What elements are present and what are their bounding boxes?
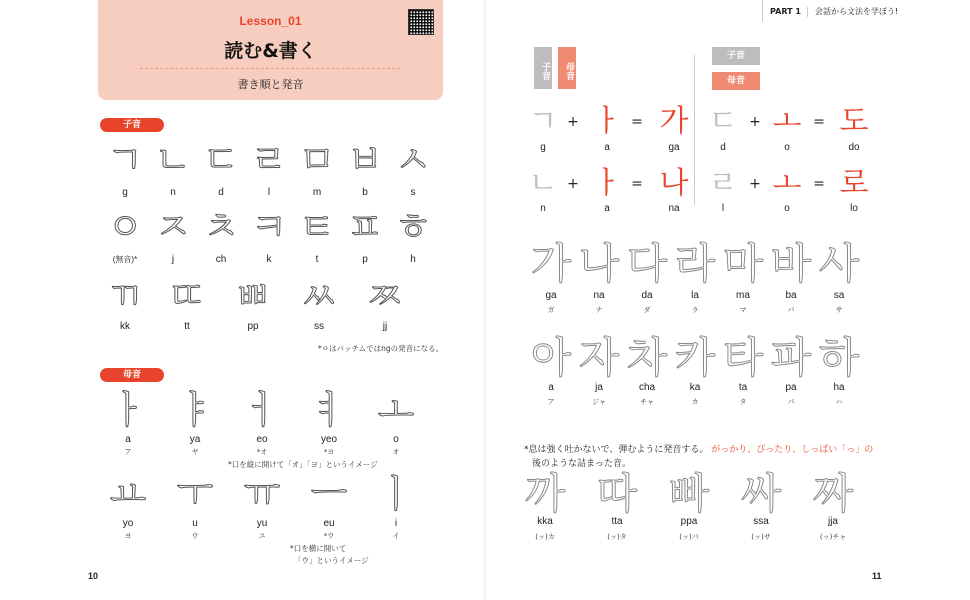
part-divider-left	[762, 0, 763, 22]
part-label: PART 1	[770, 7, 801, 16]
consonant-row-1	[105, 140, 435, 200]
vowel-row-1	[108, 390, 428, 460]
plus-sign: +	[567, 176, 579, 192]
romanization: a	[604, 203, 610, 214]
romanization: yo	[122, 518, 134, 529]
consonant-glyph: ㄱ	[106, 138, 144, 182]
syllable-glyph: 라	[674, 239, 716, 288]
kana-reading: タ	[739, 398, 747, 406]
romanization: d	[218, 187, 224, 198]
consonant-glyph: ㅌ	[298, 205, 336, 249]
kana-reading: ナ	[595, 306, 603, 314]
part-title: 会話から文法を学ぼう!	[815, 7, 899, 16]
combo-consonant: ㄱ	[528, 104, 558, 139]
romanization: g	[540, 142, 546, 153]
equals-sign: =	[631, 176, 643, 192]
syllable-glyph: 타	[722, 333, 764, 382]
romanization: ya	[189, 434, 201, 445]
romanization: jja	[827, 516, 838, 527]
romanization: ppa	[680, 516, 698, 527]
kana-reading: パ	[787, 398, 795, 406]
romanization: na	[593, 290, 605, 301]
romanization: kk	[120, 321, 130, 332]
qr-code-icon[interactable]	[408, 9, 434, 35]
kana-reading: *ウ	[323, 532, 335, 540]
page-title: 読む&書く	[224, 40, 317, 62]
syllable-row-2	[528, 333, 868, 416]
romanization: do	[848, 142, 860, 153]
romanization: ch	[215, 254, 227, 265]
romanization: pa	[785, 382, 797, 393]
consonant-glyph: ㅁ	[298, 138, 336, 182]
lesson-number: Lesson_01	[239, 14, 302, 28]
kana-reading: チャ	[640, 398, 654, 406]
kana-reading: サ	[835, 306, 843, 314]
romanization: n	[170, 187, 176, 198]
romanization: i	[394, 518, 398, 529]
consonant-glyph: ㄴ	[154, 138, 192, 182]
romanization: b	[362, 187, 368, 198]
kana-reading: *ヨ	[323, 448, 335, 456]
romanization: lo	[850, 203, 858, 214]
kana-reading: マ	[739, 306, 747, 314]
equals-sign: =	[813, 114, 825, 130]
vowel-glyph: ㅑ	[176, 388, 214, 432]
vowel-glyph: ㅜ	[176, 472, 214, 516]
part-header	[770, 6, 898, 17]
kana-reading: (ッ)パ	[679, 533, 699, 541]
syllable-glyph: 다	[626, 239, 668, 288]
kana-reading: ユ	[258, 532, 266, 540]
syllable-glyph: 아	[530, 333, 572, 382]
kana-reading: ヨ	[124, 532, 132, 540]
combo-consonant: ㄴ	[528, 166, 558, 201]
romanization: tt	[184, 321, 190, 332]
syllable-glyph: 자	[578, 333, 620, 382]
romanization: eo	[256, 434, 268, 445]
romanization: u	[192, 518, 198, 529]
kana-reading: ア	[124, 448, 132, 456]
equals-sign: =	[631, 114, 643, 130]
romanization: ssa	[753, 516, 769, 527]
vowel-glyph: ㅣ	[377, 472, 415, 516]
consonant-glyph: ㅅ	[394, 138, 432, 182]
consonant-glyph: ㅋ	[250, 205, 288, 249]
vowel-row-2	[108, 474, 428, 544]
double-consonant-glyph: ㅃ	[234, 274, 272, 318]
equals-sign: =	[813, 176, 825, 192]
romanization: ga	[668, 142, 680, 153]
romanization: jj	[382, 321, 388, 332]
consonant-glyph: ㄹ	[250, 138, 288, 182]
kana-reading: バ	[787, 306, 795, 314]
romanization: l	[721, 203, 725, 214]
combo-result: 도	[839, 104, 869, 139]
double-consonant-glyph: ㄸ	[168, 274, 206, 318]
romanization: ka	[689, 382, 701, 393]
romanization: ma	[736, 290, 750, 301]
romanization: pp	[247, 321, 259, 332]
tense-note-c: 後のような詰まった音。	[532, 459, 632, 469]
kana-reading: (ッ)タ	[607, 533, 627, 541]
vowel-glyph: ㅕ	[310, 388, 348, 432]
vowel-note-1: *口を縦に開けて「オ」「ヨ」というイメージ	[228, 460, 378, 469]
vowel-label: 母音	[100, 368, 164, 382]
syllable-glyph: 마	[722, 239, 764, 288]
romanization: (無音)*	[112, 255, 138, 264]
plus-sign: +	[749, 114, 761, 130]
syllable-glyph: 바	[770, 239, 812, 288]
romanization: kka	[537, 516, 553, 527]
consonant-glyph: ㅂ	[346, 138, 384, 182]
double-consonant-glyph: ㅉ	[366, 274, 404, 318]
kana-reading: ア	[547, 398, 555, 406]
romanization: t	[315, 254, 319, 265]
vowel-glyph: ㅛ	[109, 472, 147, 516]
tense-syllable-glyph: 짜	[812, 469, 854, 518]
consonant-note: *ㅇはパッチムではngの発音になる。	[318, 344, 444, 353]
romanization: sa	[833, 290, 845, 301]
syllable-row-1	[528, 239, 868, 322]
tense-syllable-glyph: 빠	[668, 469, 710, 518]
romanization: ja	[595, 382, 603, 393]
vowel-note-2a: *口を横に開いて	[290, 544, 347, 553]
combo-vowel: ㅏ	[592, 104, 622, 139]
combo-divider	[694, 55, 695, 205]
vowel-glyph: ㅠ	[243, 472, 281, 516]
tag-consonant: 子音	[534, 47, 552, 89]
romanization: o	[784, 142, 790, 153]
romanization: m	[312, 187, 322, 198]
consonant-glyph: ㅍ	[346, 205, 384, 249]
romanization: la	[691, 290, 699, 301]
tense-syllable-glyph: 까	[524, 469, 566, 518]
tense-note-a: *息は強く吐かないで、弾むように発音する。	[524, 445, 709, 455]
combo-result: 나	[659, 166, 689, 201]
consonant-row-3	[105, 276, 435, 336]
romanization: a	[548, 382, 554, 393]
kana-reading: ダ	[643, 306, 651, 314]
romanization: j	[171, 254, 175, 265]
romanization: s	[410, 187, 416, 198]
kana-reading: イ	[392, 532, 400, 540]
combo-vowel: ㅗ	[772, 104, 802, 139]
kana-reading: (ッ)カ	[535, 533, 555, 541]
syllable-glyph: 카	[674, 333, 716, 382]
kana-reading: (ッ)チャ	[819, 533, 847, 541]
tense-note-b: がっかり、ぴったり、しっぱい「っ」の	[711, 445, 874, 455]
kana-reading: ハ	[835, 398, 843, 406]
combo-vowel: ㅏ	[592, 166, 622, 201]
syllable-glyph: 사	[818, 239, 860, 288]
consonant-glyph: ㅊ	[202, 205, 240, 249]
vowel-glyph: ㅓ	[243, 388, 281, 432]
romanization: g	[122, 187, 128, 198]
romanization: n	[540, 203, 546, 214]
syllable-glyph: 가	[530, 239, 572, 288]
romanization: ba	[785, 290, 797, 301]
combo-consonant: ㄹ	[708, 166, 738, 201]
kana-reading: オ	[392, 448, 400, 456]
kana-reading: ガ	[547, 306, 555, 314]
consonant-glyph: ㅎ	[394, 205, 432, 249]
vowel-glyph: ㅗ	[377, 388, 415, 432]
romanization: a	[125, 434, 131, 445]
vowel-glyph: ㅏ	[109, 388, 147, 432]
double-consonant-glyph: ㄲ	[106, 274, 144, 318]
tense-syllable-glyph: 싸	[740, 469, 782, 518]
combo-consonant: ㄷ	[708, 104, 738, 139]
romanization: ga	[545, 290, 557, 301]
tense-syllable-glyph: 따	[596, 469, 638, 518]
combo-vowel: ㅗ	[772, 166, 802, 201]
tense-note-line-1	[524, 442, 873, 455]
kana-reading: カ	[691, 398, 699, 406]
consonant-glyph: ㅇ	[106, 205, 144, 249]
consonant-glyph: ㄷ	[202, 138, 240, 182]
consonant-label: 子音	[100, 118, 164, 132]
plus-sign: +	[567, 114, 579, 130]
romanization: tta	[611, 516, 623, 527]
romanization: a	[604, 142, 610, 153]
double-consonant-glyph: ㅆ	[300, 274, 338, 318]
romanization: da	[641, 290, 653, 301]
plus-sign: +	[749, 176, 761, 192]
romanization: p	[362, 254, 368, 265]
vowel-note-2b: 「ウ」というイメージ	[294, 556, 369, 565]
tag-consonant-h: 子音	[712, 47, 760, 65]
combo-result: 로	[839, 166, 869, 201]
kana-reading: ヤ	[191, 448, 199, 456]
romanization: l	[267, 187, 271, 198]
page-subtitle: 書き順と発音	[237, 78, 304, 91]
syllable-row-3	[520, 469, 870, 552]
romanization: eu	[323, 518, 335, 529]
romanization: yeo	[320, 434, 338, 445]
kana-reading: ジャ	[592, 398, 606, 406]
romanization: o	[393, 434, 399, 445]
romanization: o	[784, 203, 790, 214]
syllable-glyph: 하	[818, 333, 860, 382]
romanization: k	[266, 254, 272, 265]
page-gutter	[484, 0, 486, 600]
romanization: h	[410, 254, 416, 265]
romanization: ha	[833, 382, 845, 393]
romanization: cha	[638, 382, 656, 393]
page-number-left: 10	[88, 571, 99, 581]
romanization: ss	[314, 321, 324, 332]
tag-vowel: 母音	[558, 47, 576, 89]
page-number-right: 11	[872, 571, 882, 581]
tag-vowel-h: 母音	[712, 72, 760, 90]
romanization: ta	[738, 382, 748, 393]
kana-reading: (ッ)サ	[751, 533, 771, 541]
syllable-glyph: 차	[626, 333, 668, 382]
romanization: yu	[256, 518, 268, 529]
romanization: d	[720, 142, 726, 153]
vowel-glyph: ㅡ	[310, 472, 348, 516]
romanization: na	[668, 203, 680, 214]
kana-reading: ラ	[691, 306, 699, 314]
kana-reading: *オ	[256, 448, 268, 456]
kana-reading: ウ	[191, 532, 199, 540]
header-divider	[140, 68, 400, 69]
syllable-glyph: 나	[578, 239, 620, 288]
consonant-row-2	[105, 207, 435, 267]
combo-result: 가	[659, 104, 689, 139]
syllable-glyph: 파	[770, 333, 812, 382]
consonant-glyph: ㅈ	[154, 205, 192, 249]
